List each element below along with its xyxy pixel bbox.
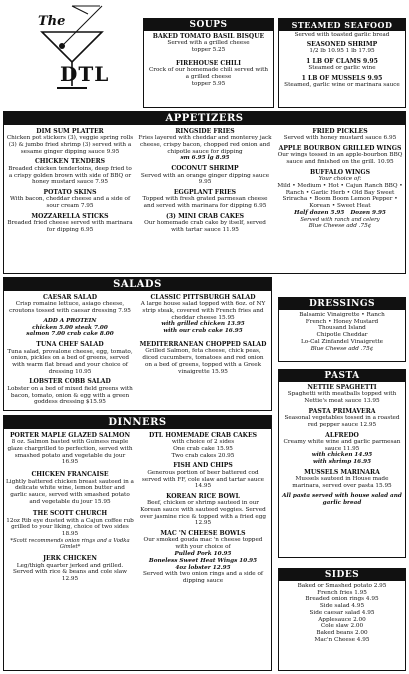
dinner-name: KOREAN RICE BOWL xyxy=(166,492,240,500)
add-protein-line: salmon 7.00 crab cake 8.00 xyxy=(26,331,114,338)
appetizer-desc: Chicken pot stickers (3), veggie spring rolls (3) & jumbo fried shrimp (3) served with a sesame ginger dipping sauce 9.95 xyxy=(6,135,134,155)
dressing-item: Balsamic Vinaigrette • Ranch xyxy=(299,312,385,318)
soup-name: FIREHOUSE CHILI xyxy=(175,59,242,67)
appetizer-name: FRIED PICKLES xyxy=(312,128,368,135)
dtl-logo xyxy=(2,4,138,100)
pasta-name: PASTA PRIMAVERA xyxy=(308,407,376,415)
salad-item xyxy=(6,341,134,375)
dressing-item: French • Honey Mustard xyxy=(305,318,379,325)
salad-item xyxy=(6,378,134,405)
appetizer-price: sm 6.95 lg 8.95 xyxy=(180,155,230,162)
shrimp-name: SEASONED SHRIMP xyxy=(306,40,378,48)
wings-choice-label: Your choice of: xyxy=(318,176,362,183)
dinner-desc: with choice of 2 sides xyxy=(171,439,235,446)
soup-price: topper 5.95 xyxy=(191,80,226,87)
dinner-item xyxy=(138,493,268,527)
pasta-desc: Seasonal vegetables tossed in a roasted red pepper sauce 12.95 xyxy=(284,415,400,428)
appetizer-desc: Our wings tossed in an apple-bourbon BBQ sauce and finished on the grill. 10.95 xyxy=(277,152,403,166)
dinner-name: DTL HOMEMADE CRAB CAKES xyxy=(148,432,258,439)
dinner-option: One crab cake 15.95 xyxy=(173,446,233,453)
appetizer-item xyxy=(6,213,134,234)
soup-desc: Crock of our homemade chili served with a grilled cheese xyxy=(148,67,269,80)
dinner-option: Boneless Sweet Heat Wings 10.95 xyxy=(148,557,258,564)
appetizers-section xyxy=(3,111,406,274)
dressing-item: Thousand Island xyxy=(318,325,366,332)
appetizer-desc: Topped with fresh grated parmesan cheese and served with marinara for dipping 6.95 xyxy=(142,196,268,210)
appetizer-item xyxy=(138,213,272,234)
salad-name: MEDITERRANEAN CHOPPED SALAD xyxy=(139,341,267,349)
shrimp-prices: 1/2 lb 10.95 1 lb 17.95 xyxy=(309,48,375,55)
appetizer-desc: Breaded fried cheese served with marinara for dipping 6.95 xyxy=(7,220,133,233)
dinner-desc: Lightly battered chicken breast sauteed in a delicate white wine, lemon butter and garlic sauce, served with smashed potato and vegetable du jour 15.95 xyxy=(6,478,134,505)
salad-desc: A large house salad topped with 6oz. of NY strip steak, covered with French fries and cheddar cheese 15.95 xyxy=(140,301,266,321)
dinner-name: CHICKEN FRANCAISE xyxy=(31,471,109,479)
appetizer-item xyxy=(138,189,272,210)
wings-flavors: Mild • Medium • Hot • Cajun Ranch BBQ • Ranch • Garlic Herb • Old Bay Sweet Sriracha • Boom Boom Lemon Pepper • Korean • Sweet Heat xyxy=(277,182,403,209)
appetizer-desc: Breaded chicken tenderloins, deep fried to a crispy golden brown with side of BBQ or honey mustard sauce 7.95 xyxy=(8,165,132,186)
dinner-note: *Scott recommends onion rings and a Vodka Gimlet* xyxy=(10,537,130,551)
dinner-name: MAC 'N CHEESE BOWLS xyxy=(160,530,246,538)
dressing-item: Blue Cheese add .75¢ xyxy=(310,345,374,352)
dinner-name: THE SCOTT CHURCH xyxy=(32,510,108,518)
appetizer-item xyxy=(138,165,272,186)
pasta-item xyxy=(281,469,403,490)
appetizer-name: EGGPLANT FRIES xyxy=(173,189,237,197)
dinner-item xyxy=(138,432,268,459)
pasta-header: PASTA xyxy=(279,370,405,382)
salad-desc: Tuna salad, provalone cheese, egg, tomato, onion, pickles on a bed of greens, served with warm flat bread and your choice of dressing 10.95 xyxy=(7,348,133,375)
salads-col-1 xyxy=(6,294,134,409)
appetizer-name: COCONUT SHRIMP xyxy=(171,165,239,173)
dinner-desc: Leg/thigh quarter jerked and grilled. Served with rice & beans and cole slaw 12.95 xyxy=(12,562,128,583)
appetizer-item xyxy=(276,145,404,166)
appetizer-item xyxy=(138,128,272,162)
dinner-desc: Served with two onion rings and a side of dipping sauce xyxy=(143,571,263,585)
dinner-name: JERK CHICKEN xyxy=(43,555,97,563)
pasta-desc: Spaghetti with meatballs topped with Nettie's meat sauce 13.95 xyxy=(287,391,397,405)
pasta-name: NETTIE SPAGHETTI xyxy=(307,384,377,391)
soups-section xyxy=(143,18,274,108)
dinner-item xyxy=(6,432,134,466)
appetizers-header: APPETIZERS xyxy=(4,112,405,125)
appetizer-name: MOZZARELLA STICKS xyxy=(31,212,109,220)
salad-option: with grilled chicken 13.95 xyxy=(161,321,245,328)
side-item: Applesauce 2.00 xyxy=(318,616,366,623)
dinner-desc: Generous portion of beer battered cod served with FF, cole slaw and tartar sauce 14.95 xyxy=(141,469,265,490)
appetizers-col-1 xyxy=(6,128,134,236)
salads-section xyxy=(3,277,272,411)
appetizer-item xyxy=(276,128,404,142)
salad-desc: Lobster on a bed of mixed field greens with bacon, tomato, onion & egg with a green goddess dressing $15.95 xyxy=(7,385,133,406)
salad-item xyxy=(138,341,268,375)
pasta-name: MUSSELS MARINARA xyxy=(304,468,380,476)
pasta-name: ALFREDO xyxy=(325,431,359,439)
appetizer-item xyxy=(6,189,134,210)
dinner-name: FISH AND CHIPS xyxy=(173,462,233,470)
appetizers-col-3 xyxy=(276,128,404,233)
appetizer-name: BUFFALO WINGS xyxy=(309,168,371,176)
pasta-section xyxy=(278,369,406,558)
steamed-seafood-section xyxy=(278,18,406,108)
appetizer-name: DIM SUM PLATTER xyxy=(36,128,104,135)
sides-section xyxy=(278,568,406,671)
dinner-desc: Beef, chicken or shrimp sauteed in our Korean sauce with sauteed veggies. Served over jasmine rice & topped with a fried egg 12.95 xyxy=(140,500,266,527)
pasta-option: with shrimp 16.95 xyxy=(312,459,372,466)
pasta-item xyxy=(281,432,403,466)
dinner-item xyxy=(6,471,134,505)
dinner-option: Pulled Pork 10.95 xyxy=(174,550,232,557)
sides-list xyxy=(279,581,405,645)
side-item: Baked beans 2.00 xyxy=(316,630,368,637)
appetizer-item xyxy=(6,128,134,155)
soup-name: BAKED TOMATO BASIL BISQUE xyxy=(152,33,265,40)
pasta-option: with chicken 14.95 xyxy=(311,452,373,459)
appetizer-name: (3) MINI CRAB CAKES xyxy=(165,212,245,220)
wings-bleu-cheese: Blue Cheese add .75¢ xyxy=(308,222,372,229)
salads-col-2 xyxy=(138,294,268,378)
appetizer-desc: Fries layered with cheddar and monterey jack cheese, crispy bacon, chopped red onion and chipotle sauce for dipping xyxy=(138,135,272,155)
salad-name: CLASSIC PITTSBURGH SALAD xyxy=(150,294,256,301)
mussels-desc: Steamed, garlic wine or marinara sauce xyxy=(284,82,400,89)
dinner-item xyxy=(138,530,268,585)
dressings-section xyxy=(278,297,406,362)
pasta-desc: Mussels sauteed in House made marinara, served over pasta 15.95 xyxy=(292,476,392,489)
mussels-name: 1 LB OF MUSSELS 9.95 xyxy=(301,74,383,82)
dinner-option: 4oz lobster 12.95 xyxy=(175,564,231,571)
dressings-header: DRESSINGS xyxy=(279,298,405,310)
dinners-col-2 xyxy=(138,432,268,588)
appetizer-name: RINGSIDE FRIES xyxy=(175,128,235,135)
salad-desc: Grilled Salmon, feta cheese, chick peas, diced cucumbers, tomatoes and red onion on a bed of greens, topped with a Greek vinaigrette 15.95 xyxy=(142,348,264,375)
wings-note: Served with ranch and celery xyxy=(300,216,380,223)
appetizer-name: POTATO SKINS xyxy=(43,188,97,196)
seafood-header: STEAMED SEAFOOD xyxy=(279,19,405,31)
dinner-item xyxy=(138,462,268,489)
dinner-desc: 12oz Rib eye dusted with a Cajun coffee rub grilled to your liking, choice of two sides 18.95 xyxy=(6,517,134,538)
dinner-desc: 8 oz. Salmon basted with Guiness maple glaze chargrilled to perfection, served with smashed potato and vegetable du jour 16.95 xyxy=(7,439,133,466)
salad-option: with our crab cake 16.95 xyxy=(163,328,243,335)
appetizer-desc: Served with honey mustard sauce 6.95 xyxy=(283,135,397,142)
salads-header: SALADS xyxy=(4,278,271,291)
soup-item xyxy=(147,33,270,54)
buffalo-wings-item xyxy=(276,169,404,230)
clams-desc: Steamed or garlic wine xyxy=(308,65,376,72)
side-item: Baked or Smashed potato 2.95 xyxy=(297,583,387,589)
side-item: French fries 1.95 xyxy=(317,589,367,596)
salad-name: LOBSTER COBB SALAD xyxy=(29,378,111,386)
side-item: Side caesar salad 4.95 xyxy=(309,609,375,616)
side-item: Side salad 4.95 xyxy=(319,603,365,610)
clams-name: 1 LB OF CLAMS 9.95 xyxy=(306,57,378,65)
add-protein-title: ADD A PROTEIN xyxy=(43,317,97,324)
seafood-subtitle: Served with toasted garlic bread xyxy=(294,32,390,38)
soups-header: SOUPS xyxy=(144,19,273,31)
appetizer-desc: Served with an orange ginger dipping sauce 9.95 xyxy=(140,172,270,186)
dinners-section xyxy=(3,415,272,671)
salad-item xyxy=(6,294,134,315)
side-item: Cole slaw 2.00 xyxy=(320,623,364,630)
side-item: Breaded onion rings 4.95 xyxy=(305,596,379,603)
add-protein-line: chicken 5.00 steak 7.00 xyxy=(32,324,108,331)
salad-desc: Crisp romaine lettuce, asiago cheese, croutons tossed with caesar dressing 7.95 xyxy=(9,301,131,315)
pasta-item xyxy=(281,408,403,429)
appetizer-desc: Our homemade crab cake by itself, served with tartar sauce 11.95 xyxy=(144,220,266,233)
dinner-item xyxy=(6,510,134,550)
pasta-note: All pasta served with house salad and garlic bread xyxy=(282,492,402,506)
wings-half-price: Half dozen 5.95 xyxy=(294,209,345,216)
salad-name: CAESAR SALAD xyxy=(43,294,97,301)
soup-price: topper 5.25 xyxy=(191,47,226,54)
dressing-item: Lo-Cal Zinfandel Vinaigrette xyxy=(300,338,384,345)
logo-the-text: The xyxy=(38,14,66,29)
dressings-list xyxy=(279,310,405,354)
dinners-header: DINNERS xyxy=(4,416,271,429)
salad-item xyxy=(138,294,268,335)
wings-prices xyxy=(276,210,404,217)
pasta-desc: Creamy white wine and garlic parmesan sauce 11.95 xyxy=(283,438,401,452)
dinner-item xyxy=(6,555,134,582)
appetizers-col-2 xyxy=(138,128,272,237)
dinner-desc: Our smoked gouda mac 'n cheese topped with your choice of xyxy=(143,537,263,551)
soup-desc: Served with a grilled cheese xyxy=(167,40,250,47)
add-protein-block xyxy=(6,318,134,339)
sides-header: SIDES xyxy=(279,569,405,581)
appetizer-desc: With bacon, cheddar cheese and a side of sour cream 7.95 xyxy=(9,196,131,209)
appetizer-name: APPLE BOURBON GRILLED WINGS xyxy=(278,145,402,153)
pasta-item xyxy=(281,384,403,405)
wings-dozen-price: Dozen 9.95 xyxy=(350,209,386,216)
dinner-name: PORTER MAPLE GLAZED SALMON xyxy=(9,432,131,439)
side-item: Mac'n Cheese 4.95 xyxy=(314,636,370,643)
appetizer-name: CHICKEN TENDERS xyxy=(34,158,106,166)
dinners-col-1 xyxy=(6,432,134,586)
logo-name-text: DTL xyxy=(60,62,110,86)
dressing-item: Chipotle Cheddar xyxy=(316,332,368,339)
appetizer-item xyxy=(6,158,134,185)
salad-name: TUNA CHEF SALAD xyxy=(36,341,104,349)
dinner-option: Two crab cakes 20.95 xyxy=(171,452,235,459)
soup-item xyxy=(147,60,270,87)
